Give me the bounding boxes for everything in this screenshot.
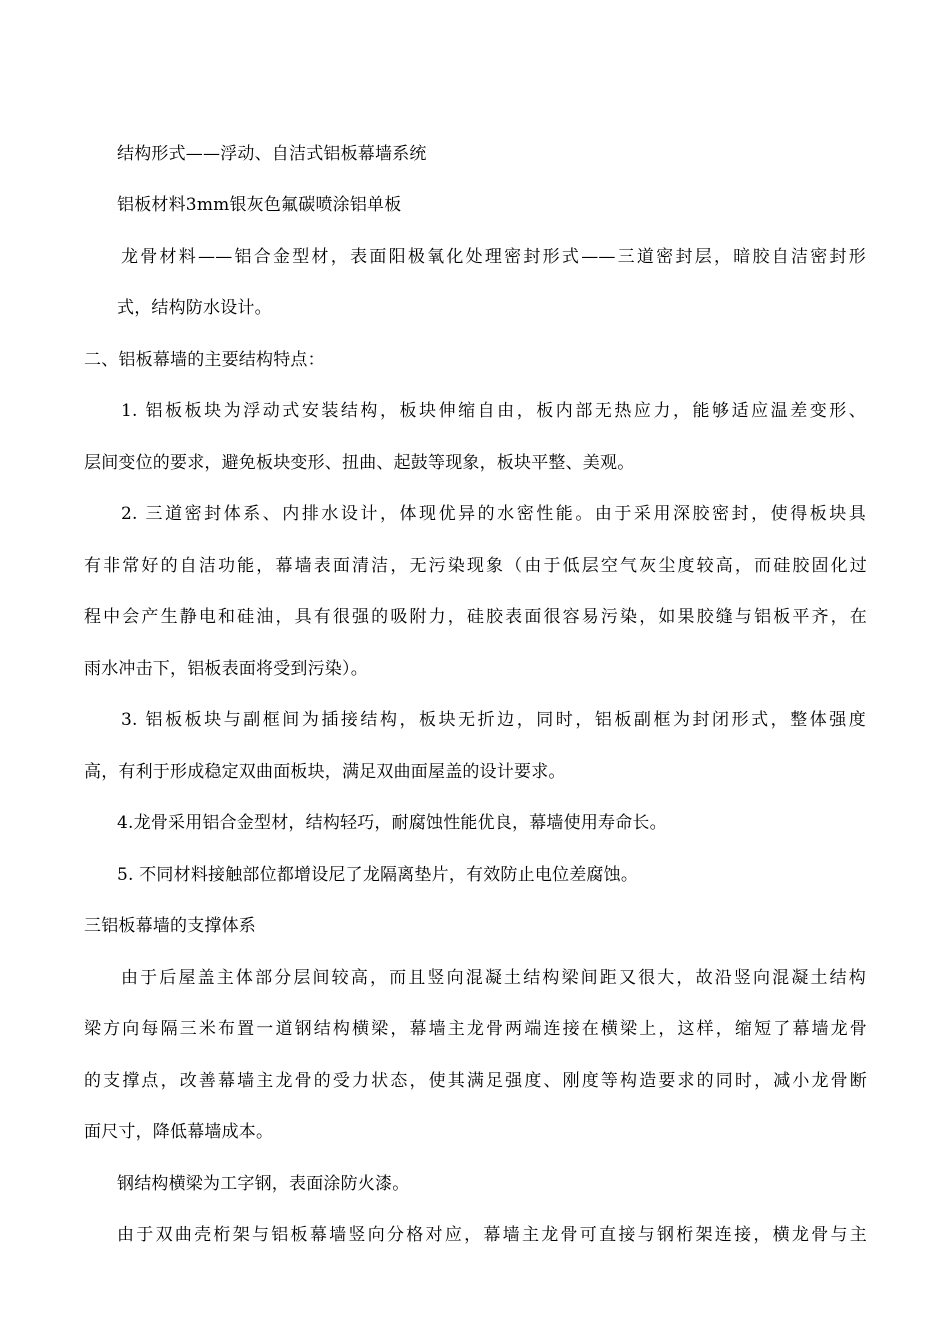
text-line-structure-form: 结构形式——浮动、自洁式铝板幕墙系统 xyxy=(117,144,427,164)
section-heading-3: 三铝板幕墙的支撑体系 xyxy=(84,916,256,936)
text-line-support-d: 面尺寸，降低幕墙成本。 xyxy=(84,1122,274,1142)
text-line-item3-b: 高，有利于形成稳定双曲面板块，满足双曲面屋盖的设计要求。 xyxy=(84,762,566,782)
text-line-item3-a: 3. 铝板板块与副框间为插接结构，板块无折边，同时，铝板副框为封闭形式，整体强度 xyxy=(121,710,866,730)
text-line-steel-beam: 钢结构横梁为工字钢，表面涂防火漆。 xyxy=(117,1174,410,1194)
text-line-item2-a: 2. 三道密封体系、内排水设计，体现优异的水密性能。由于采用深胶密封，使得板块具 xyxy=(121,504,866,524)
text-line-item2-d: 雨水冲击下，铝板表面将受到污染）。 xyxy=(84,659,368,679)
text-line-item1-b: 层间变位的要求，避免板块变形、扭曲、起鼓等现象，板块平整、美观。 xyxy=(84,453,635,473)
text-line-item4: 4.龙骨采用铝合金型材，结构轻巧，耐腐蚀性能优良，幕墙使用寿命长。 xyxy=(117,813,667,833)
text-line-support-c: 的支撑点，改善幕墙主龙骨的受力状态，使其满足强度、刚度等构造要求的同时，减小龙骨断 xyxy=(84,1071,867,1091)
text-line-waterproof: 式，结构防水设计。 xyxy=(117,298,272,318)
text-line-item2-b: 有非常好的自洁功能，幕墙表面清洁，无污染现象（由于低层空气灰尘度较高，而硅胶固化过 xyxy=(84,556,867,576)
section-heading-2: 二、铝板幕墙的主要结构特点： xyxy=(84,350,325,370)
text-line-item2-c: 程中会产生静电和硅油，具有很强的吸附力，硅胶表面很容易污染，如果胶缝与铝板平齐，在 xyxy=(84,607,867,627)
text-line-support-b: 梁方向每隔三米布置一道钢结构横梁，幕墙主龙骨两端连接在横梁上，这样，缩短了幕墙龙骨 xyxy=(84,1019,867,1039)
text-line-panel-material: 铝板材料3mm银灰色氟碳喷涂铝单板 xyxy=(117,195,402,215)
text-line-truss: 由于双曲壳桁架与铝板幕墙竖向分格对应，幕墙主龙骨可直接与钢桁架连接，横龙骨与主 xyxy=(117,1225,867,1245)
text-line-item5: 5. 不同材料接触部位都增设尼了龙隔离垫片，有效防止电位差腐蚀。 xyxy=(117,865,639,885)
text-line-support-a: 由于后屋盖主体部分层间较高，而且竖向混凝土结构梁间距又很大，故沿竖向混凝土结构 xyxy=(121,968,866,988)
text-line-item1-a: 1. 铝板板块为浮动式安装结构，板块伸缩自由，板内部无热应力，能够适应温差变形、 xyxy=(121,401,866,421)
text-line-keel-material: 龙骨材料——铝合金型材，表面阳极氧化处理密封形式——三道密封层，暗胶自洁密封形 xyxy=(121,247,866,267)
